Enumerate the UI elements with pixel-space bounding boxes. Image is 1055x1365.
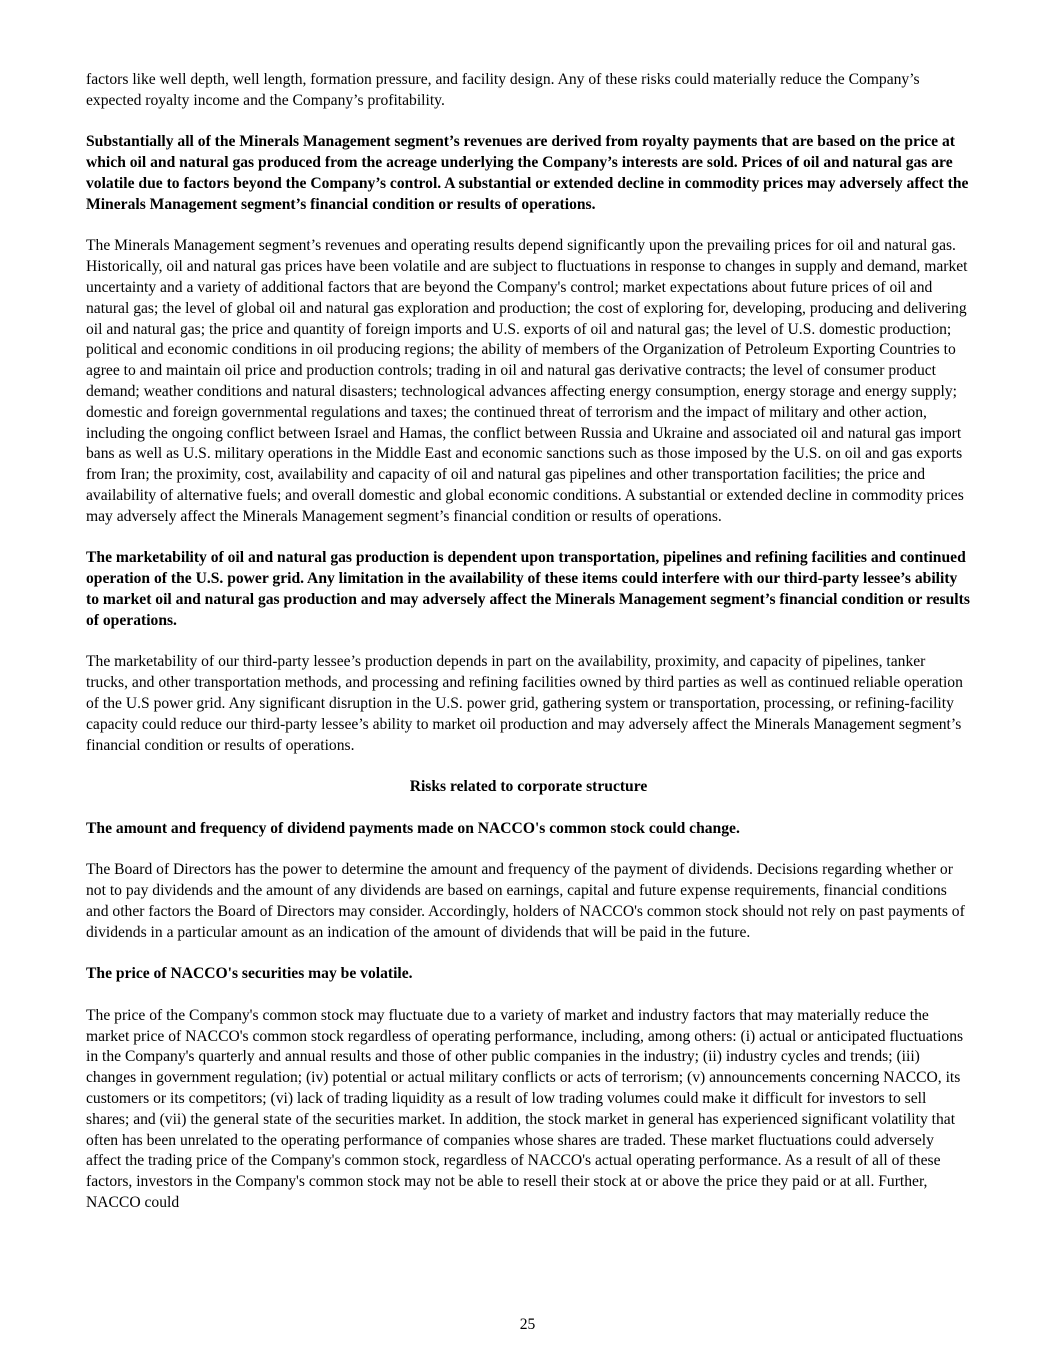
risk-heading-commodity-prices: Substantially all of the Minerals Management segment’s revenues are derived from royalty payments that are based on the price at which oil and natural gas produced from the acreage underlying the Company’s interests are sold. Prices of oil and natural gas are volatile due to factors beyond the Company’s control. A substantial or extended decline in commodity prices may adversely affect the Minerals Management segment’s financial condition or results of operations. [86,133,969,213]
risk-heading-dividends: The amount and frequency of dividend payments made on NACCO's common stock could change. [86,819,740,837]
risk-heading-marketability: The marketability of oil and natural gas production is dependent upon transportation, pipelines and refining facilities and continued operation of the U.S. power grid. Any limitation in the availability of these items could interfere with our third-party lessee’s ability to market oil and natural gas production and may adversely affect the Minerals Management segment’s financial condition or results of operations. [86,549,970,629]
page-number: 25 [519,1316,536,1333]
section-heading-corporate-structure: Risks related to corporate structure [409,778,648,796]
paragraph-price-volatility: The price of the Company's common stock may fluctuate due to a variety of market and industry factors that may materially reduce the market price of NACCO's common stock regardless of operating performance, including, among others: (i) actual or anticipated fluctuations in the Company's quarterly and annual results and those of other public companies in the industry; (ii) industry cycles and trends; (iii) changes in government regulation; (iv) potential or actual military conflicts or acts of terrorism; (v) announcements concerning NACCO, its customers or its competitors; (vi) lack of trading liquidity as a result of low trading volumes could make it difficult for investors to sell shares; and (vii) the general state of the securities market. In addition, the stock market in general has experienced significant volatility that often has been unrelated to the operating performance of companies whose shares are traded. These market fluctuations could adversely affect the trading price of the Company's common stock, regardless of NACCO's actual operating performance. As a result of all of these factors, investors in the Company's common stock may not be able to resell their stock at or above the price they paid or at all. Further, NACCO could [86,1006,964,1212]
paragraph-marketability: The marketability of our third-party lessee’s production depends in part on the availability, proximity, and capacity of pipelines, tanker trucks, and other transportation methods, and processing and refining facilities owned by third parties as well as continued reliable operation of the U.S power grid. Any significant disruption in the U.S. power grid, gathering system or transportation, processing, or refining-facility capacity could reduce our third-party lessee’s ability to market oil production and may adversely affect the Minerals Management segment’s financial condition or results of operations. [86,653,963,754]
document-body [86,70,971,1235]
paragraph-commodity-prices: The Minerals Management segment’s revenues and operating results depend significantly upon the prevailing prices for oil and natural gas. Historically, oil and natural gas prices have been volatile and are subject to fluctuations in response to changes in supply and demand, market uncertainty and a variety of additional factors that are beyond the Company's control; market expectations about future prices of oil and natural gas; the level of global oil and natural gas exploration and production; the cost of exploring for, developing, producing and delivering oil and natural gas; the price and quantity of foreign imports and U.S. exports of oil and natural gas; the level of U.S. domestic production; political and economic conditions in oil producing regions; the ability of members of the Organization of Petroleum Exporting Countries to agree to and maintain oil price and production controls; trading in oil and natural gas derivative contracts; the level of consumer product demand; weather conditions and natural disasters; technological advances affecting energy consumption, energy storage and energy supply; domestic and foreign governmental regulations and taxes; the continued threat of terrorism and the impact of military and other action, including the ongoing conflict between Israel and Hamas, the conflict between Russia and Ukraine and associated oil and natural gas import bans as well as U.S. military operations in the Middle East and economic sanctions such as those imposed by the U.S. on oil and gas exports from Iran; the proximity, cost, availability and capacity of oil and natural gas pipelines and other transportation facilities; the price and availability of alternative fuels; and overall domestic and global economic conditions. A substantial or extended decline in commodity prices may adversely affect the Minerals Management segment’s financial condition or results of operations. [86,237,968,525]
risk-heading-price-volatility: The price of NACCO's securities may be volatile. [86,965,413,983]
paragraph-royalty-risk-tail: factors like well depth, well length, formation pressure, and facility design. Any of these risks could materially reduce the Company’s expected royalty income and the Company’s profitability. [86,71,920,109]
paragraph-dividends: The Board of Directors has the power to determine the amount and frequency of the payment of dividends. Decisions regarding whether or not to pay dividends and the amount of any dividends are based on earnings, capital and future expense requirements, financial conditions and other factors the Board of Directors may consider. Accordingly, holders of NACCO's common stock should not rely on past payments of dividends in a particular amount as an indication of the amount of dividends that will be paid in the future. [86,861,965,941]
